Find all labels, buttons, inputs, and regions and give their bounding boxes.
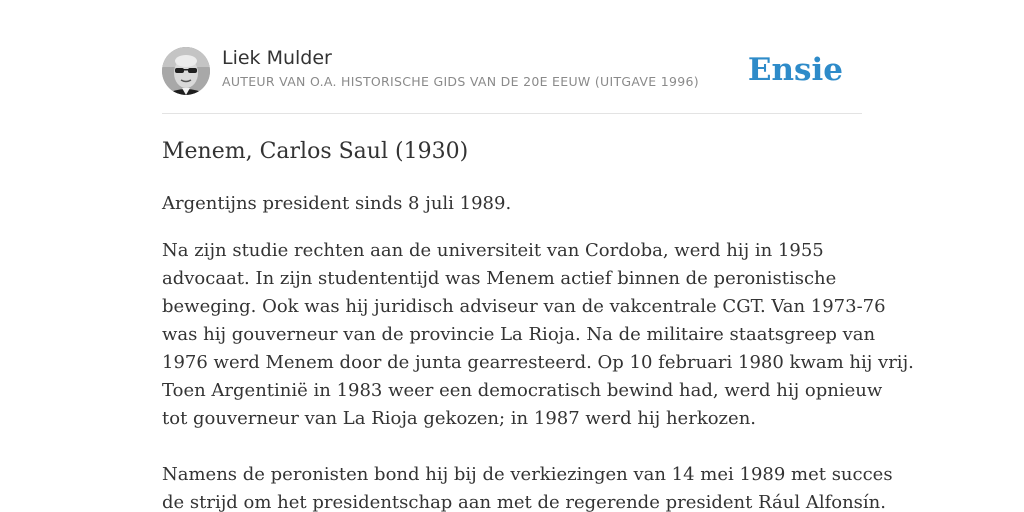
- paragraph-line: beweging. Ook was hij juridisch adviseur van de vakcentrale CGT. Van 1973-76: [162, 296, 886, 317]
- article-header: [162, 0, 862, 114]
- article-title: Menem, Carlos Saul (1930): [162, 139, 469, 164]
- author-avatar[interactable]: [162, 47, 210, 95]
- paragraph-line: Namens de peronisten bond hij bij de verkiezingen van 14 mei 1989 met succes: [162, 464, 893, 485]
- author-name[interactable]: Liek Mulder: [222, 47, 332, 69]
- paragraph-line: was hij gouverneur van de provincie La Rioja. Na de militaire staatsgreep van: [162, 324, 876, 345]
- paragraph-line: tot gouverneur van La Rioja gekozen; in 1987 werd hij herkozen.: [162, 408, 757, 429]
- paragraph-line: Toen Argentinië in 1983 weer een democratisch bewind had, werd hij opnieuw: [162, 380, 883, 401]
- article-paragraph-2: [162, 237, 914, 433]
- ensie-logo-link[interactable]: Ensie: [747, 52, 843, 88]
- article-paragraph-3: [162, 461, 893, 512]
- paragraph-line: 1976 werd Menem door de junta gearresteerd. Op 10 februari 1980 kwam hij vrij.: [162, 352, 914, 373]
- author-photo: [162, 47, 210, 95]
- article-container: [162, 0, 914, 512]
- article-intro: Argentijns president sinds 8 juli 1989.: [162, 193, 512, 214]
- author-description: AUTEUR VAN O.A. HISTORISCHE GIDS VAN DE 20E EEUW (UITGAVE 1996): [222, 74, 699, 89]
- paragraph-line: advocaat. In zijn studententijd was Menem actief binnen de peronistische: [162, 268, 837, 289]
- paragraph-line: de strijd om het presidentschap aan met de regerende president Rául Alfonsín.: [162, 492, 886, 512]
- paragraph-line: Na zijn studie rechten aan de universiteit van Cordoba, werd hij in 1955: [162, 240, 824, 261]
